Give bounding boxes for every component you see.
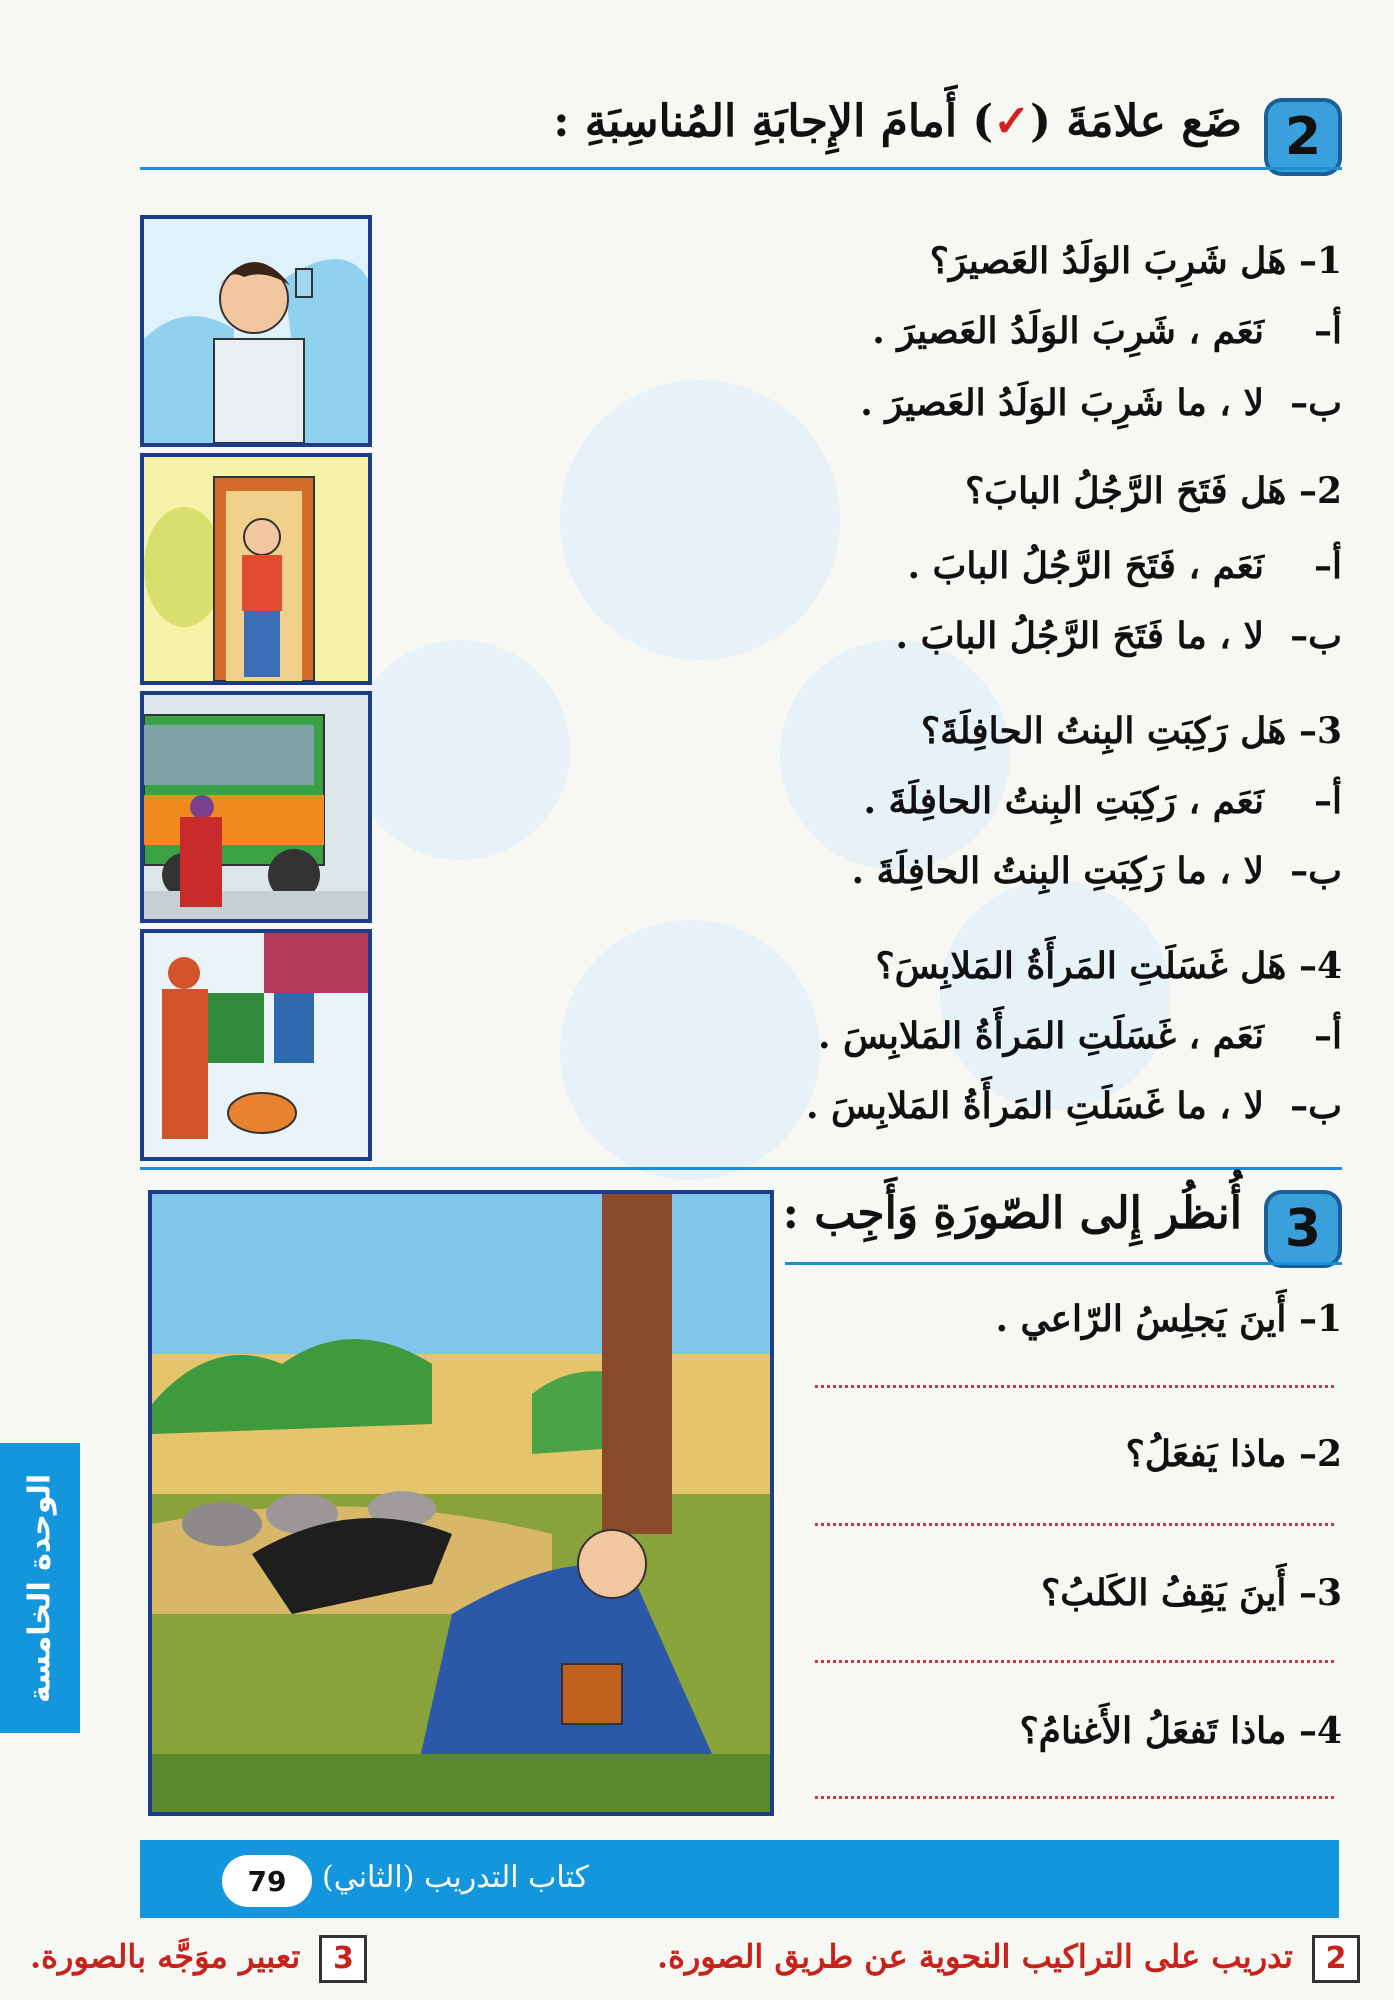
picture-girl-bus [140, 691, 372, 923]
question-text: 2– ماذا يَفعَلُ؟ [1125, 1433, 1342, 1475]
picture-boy-drinking [140, 215, 372, 447]
book-title: كتاب التدريب (الثاني) [322, 1860, 589, 1895]
background-ghost [560, 380, 840, 660]
section-title: أُنظُر إِلى الصّورَةِ وَأَجِب : [782, 1188, 1242, 1239]
background-ghost [350, 640, 570, 860]
option-b[interactable]: ب–لا ، ما فَتَحَ الرَّجُلُ البابَ . [895, 615, 1342, 657]
background-ghost [780, 640, 1010, 870]
option-a[interactable]: أ–نَعَم ، شَرِبَ الوَلَدُ العَصيرَ . [872, 310, 1342, 352]
answer-line[interactable] [815, 1796, 1334, 1799]
picture-shepherd-scene [148, 1190, 774, 1816]
bottom-note: 3 تعبير موَجَّه بالصورة. [30, 1935, 367, 1983]
check-mark-icon: ✓ [993, 96, 1031, 147]
section-number: 2 [1264, 98, 1342, 176]
option-b[interactable]: ب–لا ، ما غَسَلَتِ المَرأَةُ المَلابِسَ . [805, 1085, 1342, 1127]
divider [140, 167, 1342, 170]
answer-line[interactable] [815, 1385, 1334, 1388]
question-text: 3– أَينَ يَقِفُ الكَلبُ؟ [1041, 1572, 1342, 1614]
unit-side-tab: الوحدة الخامسة [0, 1443, 80, 1733]
question-text: 4– هَل غَسَلَتِ المَرأَةُ المَلابِسَ؟ [875, 945, 1342, 987]
answer-line[interactable] [815, 1660, 1334, 1663]
divider [140, 1167, 1342, 1170]
answer-line[interactable] [815, 1523, 1334, 1526]
question-text: 4– ماذا تَفعَلُ الأَغنامُ؟ [1019, 1710, 1342, 1752]
option-a[interactable]: أ–نَعَم ، فَتَحَ الرَّجُلُ البابَ . [907, 545, 1342, 587]
divider [785, 1262, 1342, 1265]
question-text: 1– هَل شَرِبَ الوَلَدُ العَصيرَ؟ [929, 240, 1342, 282]
background-ghost [560, 920, 820, 1180]
bottom-note: 2 تدريب على التراكيب النحوية عن طريق الصورة. [657, 1935, 1360, 1983]
option-b[interactable]: ب–لا ، ما رَكِبَتِ البِنتُ الحافِلَةَ . [851, 850, 1342, 892]
background-ghost [940, 880, 1170, 1110]
option-b[interactable]: ب–لا ، ما شَرِبَ الوَلَدُ العَصيرَ . [860, 382, 1342, 424]
question-text: 1– أَينَ يَجلِسُ الرّاعي . [995, 1298, 1342, 1340]
question-text: 2– هَل فَتَحَ الرَّجُلُ البابَ؟ [965, 470, 1342, 512]
picture-woman-washing [140, 929, 372, 1161]
option-a[interactable]: أ–نَعَم ، غَسَلَتِ المَرأَةُ المَلابِسَ . [817, 1015, 1342, 1057]
picture-man-opening-door [140, 453, 372, 685]
section-3-header [782, 1180, 1342, 1280]
note-number: 2 [1312, 1935, 1360, 1983]
page-number: 79 [222, 1855, 312, 1907]
section-2-header [140, 88, 1342, 188]
question-text: 3– هَل رَكِبَتِ البِنتُ الحافِلَةَ؟ [921, 710, 1342, 752]
note-number: 3 [319, 1935, 367, 1983]
section-number: 3 [1264, 1190, 1342, 1268]
footer-bar [140, 1840, 1339, 1918]
section-title: ضَع علامَةَ (✓) أَمامَ الإِجابَةِ المُناسِبَةِ : [553, 96, 1242, 147]
option-a[interactable]: أ–نَعَم ، رَكِبَتِ البِنتُ الحافِلَةَ . [863, 780, 1342, 822]
